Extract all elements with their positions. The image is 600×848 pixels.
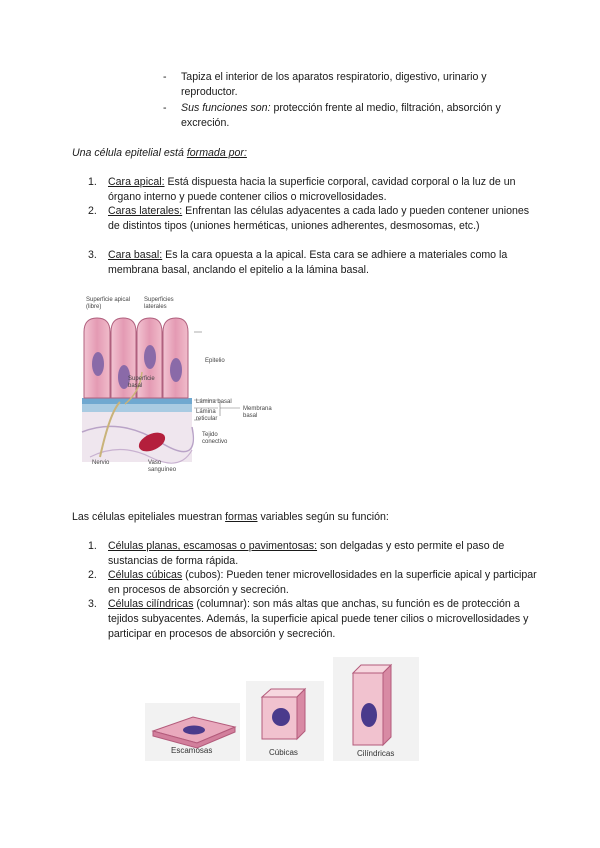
list-body (108, 568, 538, 598)
label-lamina-reticular: Lámina reticular (196, 409, 218, 422)
list-item-cubicas (88, 568, 538, 598)
shapes-intro-prefix: Las células epiteliales muestran (72, 511, 226, 523)
list-item-planas (88, 539, 538, 569)
shapes-intro (72, 510, 389, 525)
composition-heading-underlined: formada por: (186, 147, 247, 159)
functions-label: Sus funciones son: (181, 102, 271, 114)
list-body (108, 175, 538, 205)
term-planas: Células planas, escamosas o pavimentosas: (108, 540, 318, 552)
label-cubicas: Cúbicas (269, 748, 298, 757)
label-cilindricas: Cilíndricas (357, 749, 395, 758)
list-text: (cubos): Pueden tener microvellosidades en la superficie apical y participar en procesos de absorción y secreción. (108, 569, 537, 596)
composition-heading-prefix: Una célula epitelial está (72, 147, 187, 159)
dash-item-1 (163, 70, 533, 100)
label-lamina-basal: Lámina basal (196, 399, 232, 405)
label-epitelio: Epitelio (205, 358, 225, 364)
list-number: 3. (88, 249, 97, 261)
list-item-apical (88, 175, 538, 205)
shapes-intro-suffix: variables según su función: (257, 511, 389, 523)
list-item-lateral (88, 204, 538, 234)
label-vaso-sanguineo: Vaso sanguíneo (148, 460, 177, 473)
list-text: Es la cara opuesta a la apical. Esta cara se adhiere a materiales como la membrana basal, anclando el epitelio a la lámina basal. (108, 249, 508, 276)
term-lateral: Caras laterales: (108, 205, 183, 217)
dash-marker: - (163, 71, 167, 83)
label-escamosas: Escamosas (171, 746, 213, 755)
list-number: 1. (88, 540, 97, 552)
dash-item-text (181, 101, 533, 131)
epithelium-illustration (80, 292, 280, 472)
list-number: 1. (88, 176, 97, 188)
functions-text: protección frente al medio, filtración, absorción y excreción. (181, 102, 501, 129)
list-item-cilindricas (88, 597, 538, 642)
label-membrana-basal: Membrana basal (243, 406, 272, 419)
label-apical-surface: Superficie apical (libre) (86, 297, 131, 310)
list-body (108, 539, 538, 569)
dash-item-text: Tapiza el interior de los aparatos respiratorio, digestivo, urinario y reproductor. (181, 71, 487, 98)
list-body (108, 248, 538, 278)
dash-marker: - (163, 102, 167, 114)
dash-item-2 (163, 101, 533, 131)
list-text: (columnar): son más altas que anchas, su función es de protección a tejidos subyacentes. Además, la superficie apical puede tener cilios o microvellosidades y participar en procesos de absorción y secreción. (108, 598, 529, 640)
epithelium-figure (80, 292, 280, 472)
term-apical: Cara apical: (108, 176, 165, 188)
label-lateral-surfaces: Superficies laterales (144, 297, 174, 310)
list-number: 3. (88, 598, 97, 610)
list-body (108, 597, 538, 642)
shapes-intro-underlined: formas (225, 511, 258, 523)
list-number: 2. (88, 205, 97, 217)
list-text: son delgadas y esto permite el paso de sustancias de forma rápida. (108, 540, 505, 567)
list-text: Está dispuesta hacia la superficie corporal, cavidad corporal o la luz de un órgano interno y puede contener cilios o microvellosidades. (108, 176, 516, 203)
composition-heading (72, 146, 247, 161)
term-cilindricas: Células cilíndricas (108, 598, 194, 610)
term-basal: Cara basal: (108, 249, 163, 261)
term-cubicas: Células cúbicas (108, 569, 183, 581)
label-nervio: Nervio (92, 460, 110, 466)
list-body (108, 204, 538, 234)
list-text: Enfrentan las células adyacentes a cada lado y pueden contener uniones de distintos tipos (uniones herméticas, uniones adherentes, desmosomas, etc.) (108, 205, 530, 232)
list-number: 2. (88, 569, 97, 581)
list-item-basal (88, 248, 538, 278)
cell-shapes-figure (145, 657, 420, 762)
label-basal-surface: Superficie basal (128, 376, 155, 389)
label-tejido-conectivo: Tejido conectivo (202, 432, 228, 445)
